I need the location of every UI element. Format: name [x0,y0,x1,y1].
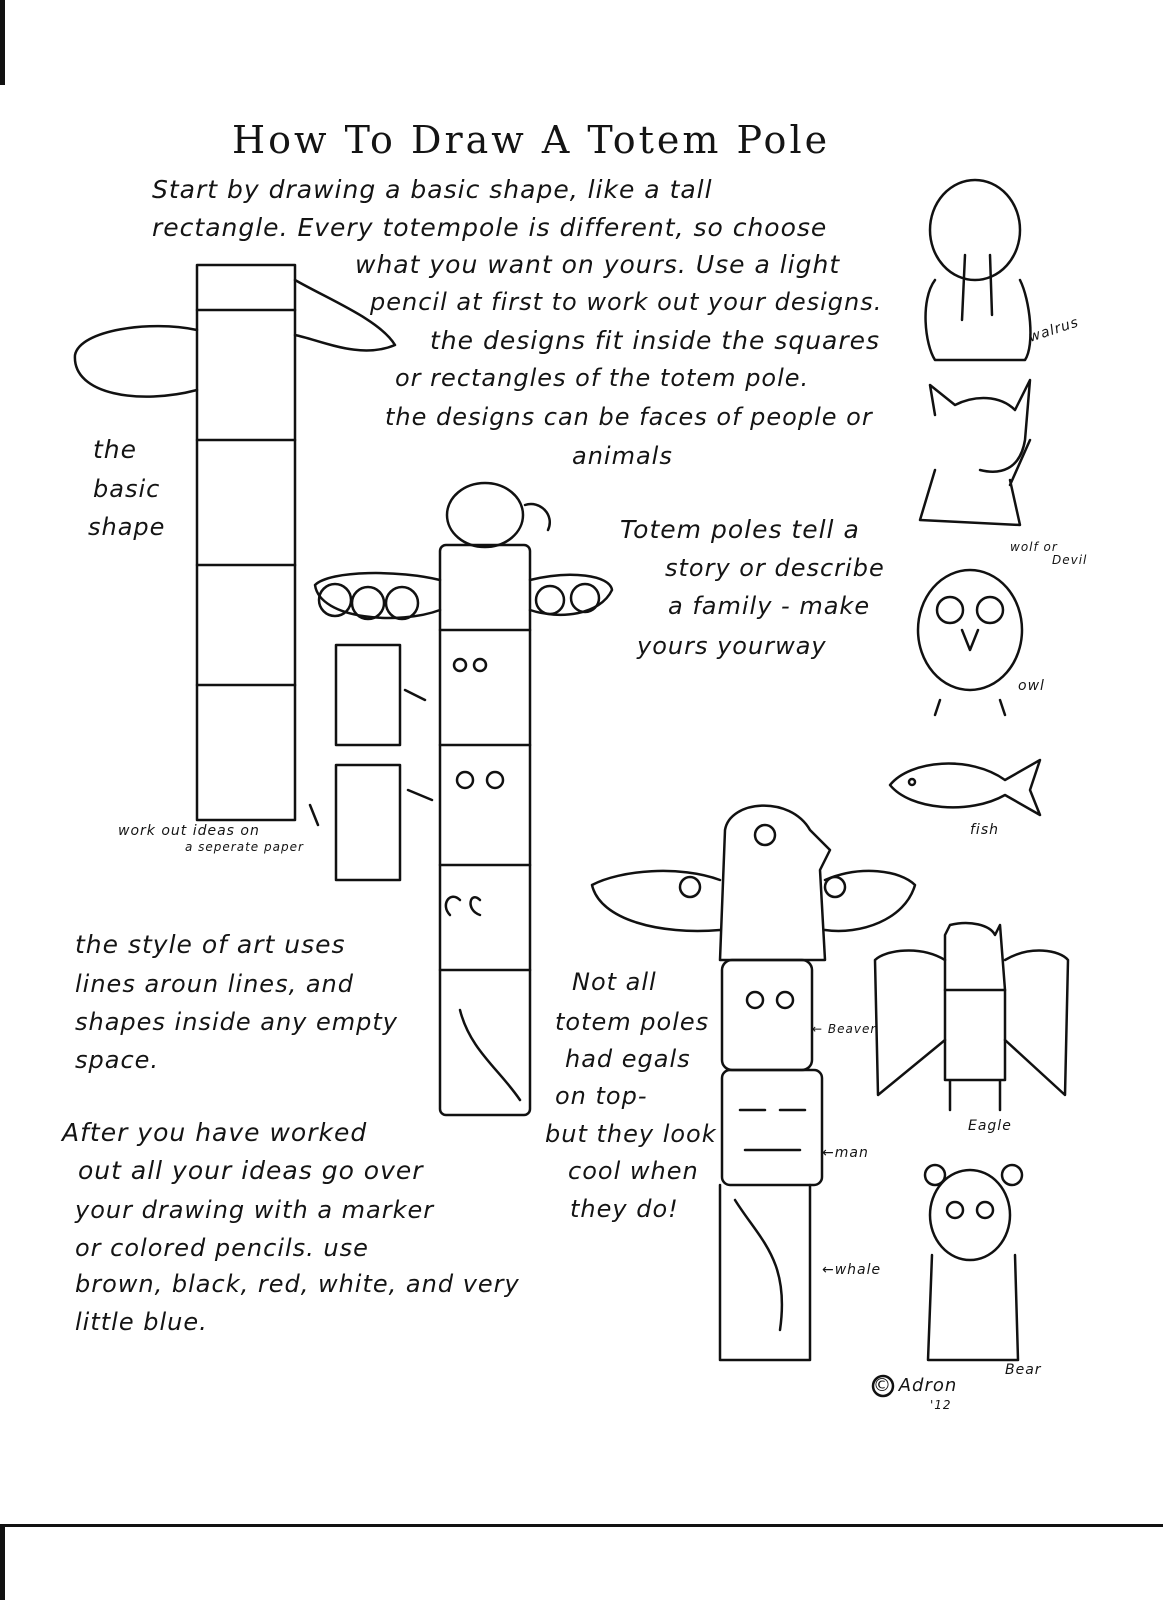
page-title: How To Draw A Totem Pole [232,118,831,162]
story-text: Totem poles tell a [620,515,860,544]
wolf-label: wolf or [1010,540,1058,554]
eagle-label: Eagle [968,1118,1012,1134]
man-label: ←man [822,1145,869,1161]
style-text: lines aroun lines, and [75,970,354,998]
eagles-text: totem poles [555,1008,710,1036]
intro-line: what you want on yours. Use a light [355,250,841,279]
wolf-drawing [920,380,1030,525]
intro-line: Start by drawing a basic shape, like a tall [152,175,713,204]
style-text: shapes inside any empty [75,1008,398,1036]
intro-line: pencil at first to work out your designs. [370,288,883,316]
after-text: your drawing with a marker [75,1196,435,1224]
middle-totem-drawing [315,483,612,1115]
story-text: a family - make [668,592,871,620]
basic-shape-label: basic [93,475,161,503]
finished-totem-drawing [592,806,915,1360]
eagles-text: but they look [545,1120,717,1148]
story-text: yours yourway [637,632,827,660]
work-out-label: a seperate paper [185,840,304,854]
style-text: the style of art uses [75,930,346,959]
eagles-text: Not all [572,968,657,996]
eagles-text: cool when [568,1157,699,1185]
owl-drawing [918,570,1022,715]
basic-shape-label: shape [88,513,166,541]
work-out-label: work out ideas on [118,823,260,839]
intro-line: animals [572,442,673,470]
intro-line: the designs fit inside the squares [430,326,881,355]
eagles-text: had egals [565,1045,691,1073]
fish-drawing [890,760,1040,815]
eagles-text: on top- [555,1082,648,1110]
walrus-drawing [926,180,1031,360]
eagles-text: they do! [570,1195,679,1223]
after-text: out all your ideas go over [78,1156,424,1185]
bear-drawing [925,1165,1022,1360]
style-text: space. [75,1046,160,1074]
after-text: little blue. [75,1308,208,1336]
beaver-label: ← Beaver [812,1022,877,1036]
after-text: brown, black, red, white, and very [75,1270,520,1298]
bear-label: Bear [1005,1362,1042,1378]
story-text: story or describe [665,554,885,582]
after-text: or colored pencils. use [75,1234,369,1262]
intro-line: rectangle. Every totempole is different, so choose [152,213,828,242]
copyright-circle [873,1376,893,1396]
whale-label: ←whale [822,1262,882,1278]
signature-year: '12 [930,1398,952,1412]
eagle-drawing [875,923,1068,1110]
signature: © Adron [873,1375,958,1396]
basic-shape-label: the [93,435,138,464]
after-text: After you have worked [62,1118,368,1147]
walrus-label: walrus [1026,314,1082,346]
devil-label: Devil [1052,553,1088,567]
idea-boxes-drawing [310,645,432,880]
intro-line: or rectangles of the totem pole. [395,364,810,392]
basic-shape-drawing [75,265,395,820]
intro-line: the designs can be faces of people or [385,403,873,431]
owl-label: owl [1018,678,1045,694]
fish-label: fish [970,822,999,838]
